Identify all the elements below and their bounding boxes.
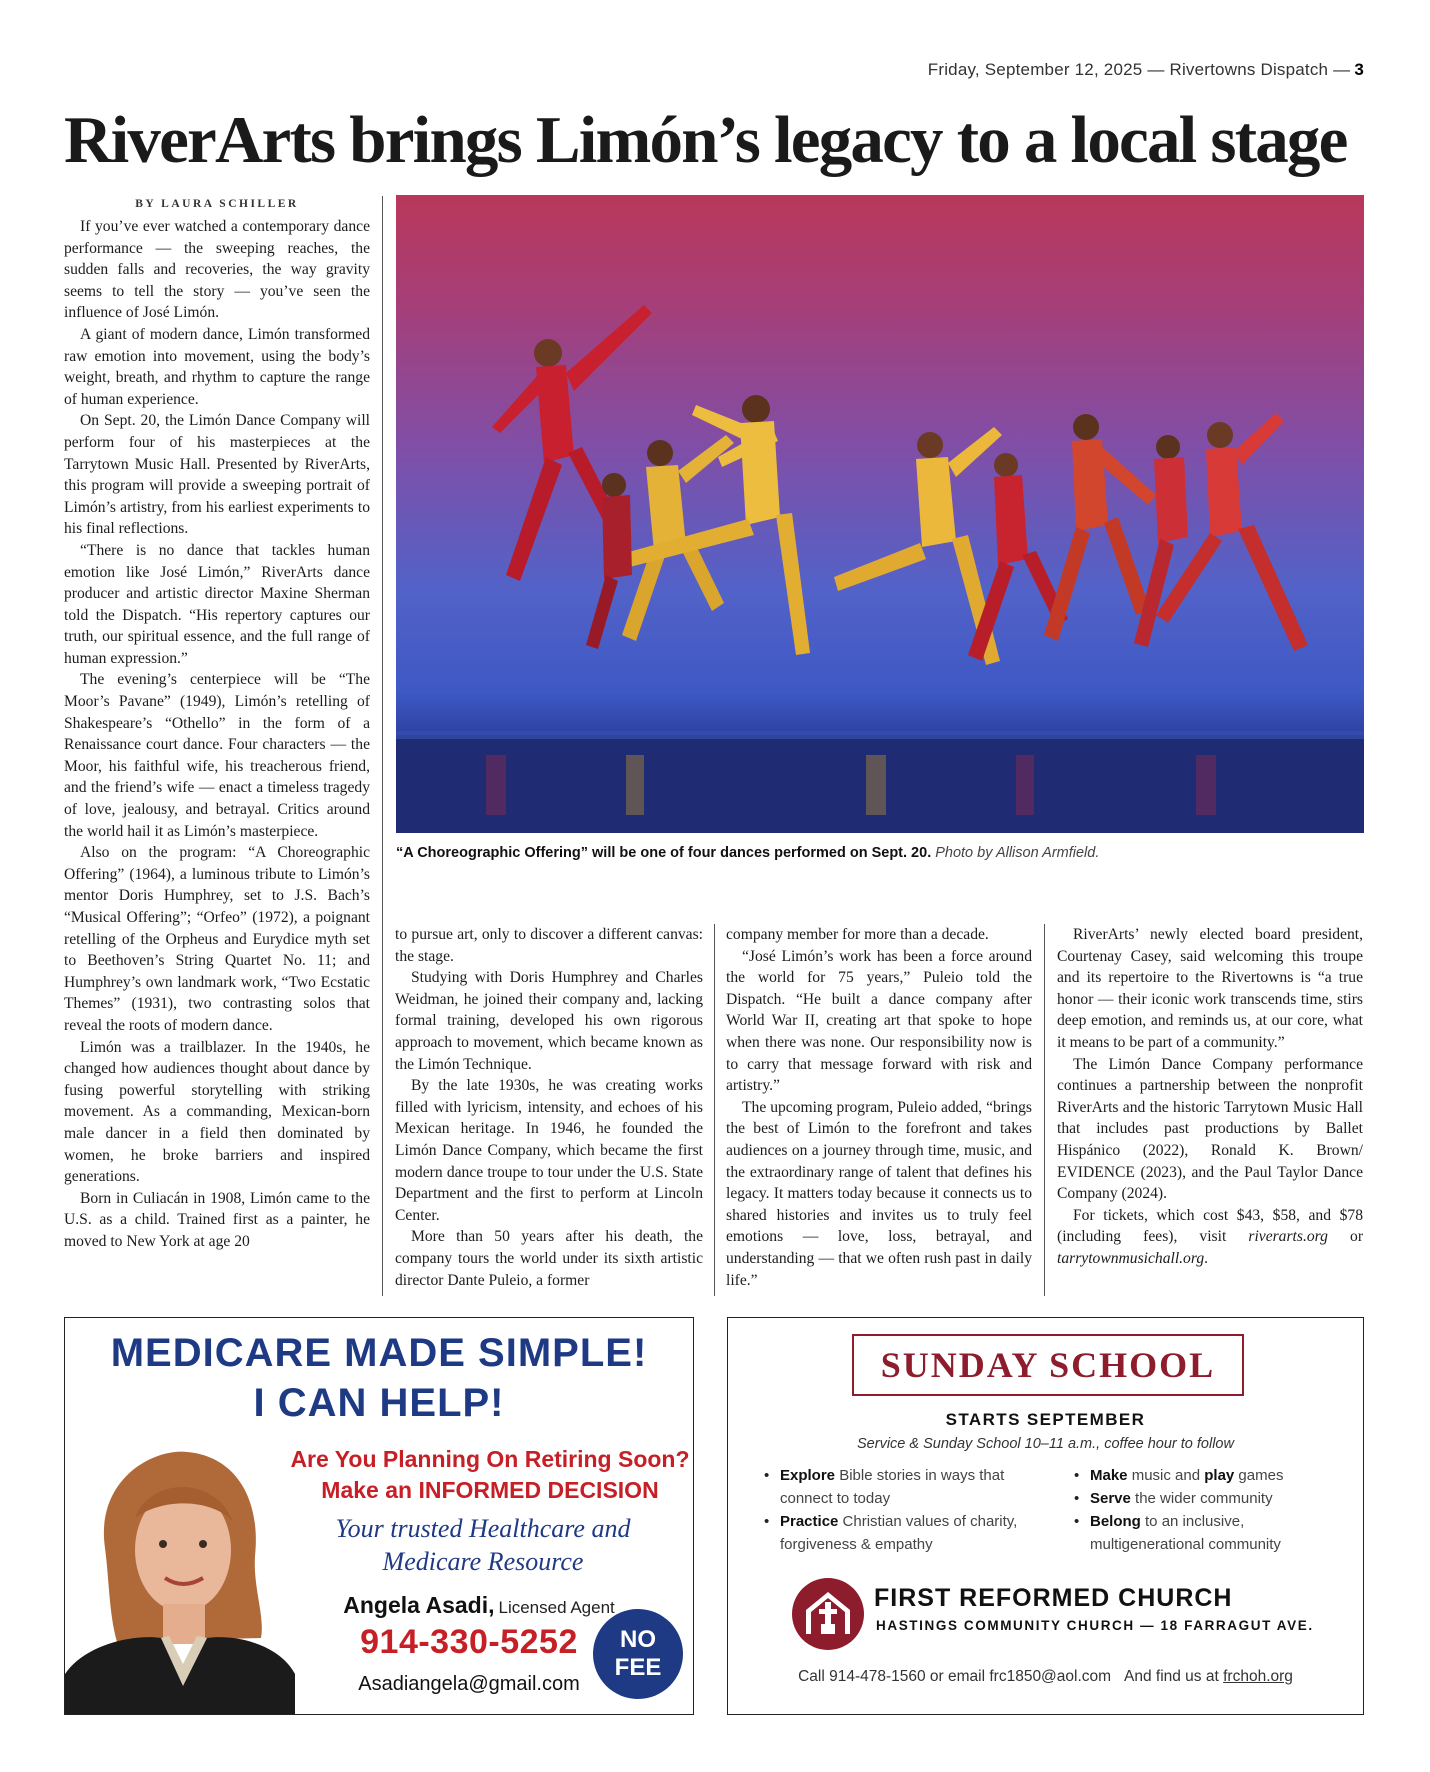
column-rule bbox=[1044, 924, 1045, 1296]
paragraph: “There is no dance that tackles human emotion like José Limón,” RiverArts dance producer and artistic director Maxine Sherman told the Dispatch. “His repertory captures our truth, our spiritual essence, and the full range of human expression.” bbox=[64, 541, 370, 667]
list-item-text: the wider community bbox=[1130, 1490, 1273, 1507]
list-item-bold: Practice bbox=[780, 1513, 839, 1530]
paragraph-continued: company member for more than a decade. bbox=[726, 926, 989, 943]
badge-line-2: FEE bbox=[614, 1654, 662, 1681]
medicare-headline bbox=[65, 1328, 693, 1428]
church-contact bbox=[728, 1668, 1363, 1686]
paragraph: On Sept. 20, the Limón Dance Company will perform four of his masterpieces at the Tarrytown Music Hall. Presented by RiverArts, this program will provide a sweeping portrait of Limón’s artistry, from his earliest experiments to his final reflections. bbox=[64, 412, 370, 538]
medicare-tag-1: Your trusted Healthcare and bbox=[335, 1514, 631, 1543]
starts-september: STARTS SEPTEMBER bbox=[945, 1410, 1146, 1429]
article-column-1 bbox=[64, 216, 370, 1296]
paragraph: Born in Culiacán in 1908, Limón came to the U.S. as a child. Trained first as a painter, he moved to New York at age 20 bbox=[64, 1189, 370, 1250]
list-item bbox=[762, 1510, 1042, 1556]
list-item-text: games bbox=[1234, 1467, 1284, 1484]
dance-photo bbox=[396, 195, 1364, 833]
or-text: or bbox=[1350, 1228, 1363, 1246]
paragraph: Studying with Doris Humphrey and Charles Weidman, he joined their company and, lacking formal training, developed his own rigorous approach to movement, which became known as the Limón Technique. bbox=[395, 969, 703, 1073]
medicare-headline-2: I CAN HELP! bbox=[253, 1381, 505, 1425]
list-item bbox=[1072, 1464, 1342, 1487]
column-rule bbox=[382, 196, 383, 1296]
paragraph: More than 50 years after his death, the company tours the world under its sixth artistic director Dante Puleio, a former bbox=[395, 1228, 703, 1289]
medicare-sub-1: Are You Planning On Retiring Soon? bbox=[290, 1446, 690, 1472]
tarrytown-link[interactable]: tarrytownmusichall.org bbox=[1057, 1249, 1205, 1267]
paragraph: The upcoming program, Puleio added, “brings the best of Limón to the forefront and takes audiences on a journey through time, music, and the extraordinary range of talent that defines his legacy. It matters today because it connects us to shared histories and invites us to truly feel emotions — love, loss, betrayal, and understanding — that we often rush past in daily life.” bbox=[726, 1098, 1032, 1289]
paragraph: RiverArts’ newly elected board president, Courtenay Casey, said welcoming this troupe and its repertoire to the Rivertowns is “a true honor — their iconic work transcends time, stirs deep emotion, and reminds us, at our core, what it means to be part of a community.” bbox=[1057, 926, 1363, 1051]
paragraph: The evening’s centerpiece will be “The Moor’s Pavane” (1949), Limón’s retelling of Shakespeare’s “Othello” in the form of a Renaissance court dance. Four characters — the Moor, his faithful wife, his treacherous friend, and the friend’s wife — enact a timeless tragedy of love, jealousy, and betrayal. Critics around the world hail it as Limón’s masterpiece. bbox=[64, 671, 370, 840]
paragraph: Limón was a trailblazer. In the 1940s, he changed how audiences thought about dance by fusing powerful storytelling with striking movement. As a commanding, Mexican-born male dancer in a field then dominated by women, he broke barriers and inspired generations. bbox=[64, 1038, 370, 1186]
medicare-sub-2: Make an INFORMED DECISION bbox=[321, 1477, 659, 1503]
page-folio bbox=[928, 60, 1364, 80]
article-column-3 bbox=[726, 924, 1032, 1296]
medicare-headline-1: MEDICARE MADE SIMPLE! bbox=[110, 1331, 648, 1375]
end-punct: . bbox=[1204, 1249, 1209, 1267]
contact-mid: And find us at bbox=[1124, 1668, 1219, 1685]
activities-list-left bbox=[762, 1464, 1042, 1556]
church-website-link[interactable]: frchoh.org bbox=[1223, 1668, 1293, 1685]
riverarts-link[interactable]: riverarts.org bbox=[1248, 1228, 1328, 1246]
list-item bbox=[762, 1464, 1042, 1510]
agent-phone[interactable]: 914-330-5252 bbox=[360, 1623, 578, 1661]
church-address: HASTINGS COMMUNITY CHURCH — 18 FARRAGUT AVE. bbox=[876, 1618, 1314, 1633]
sunday-school-title: SUNDAY SCHOOL bbox=[852, 1334, 1244, 1396]
activities-list-right bbox=[1072, 1464, 1342, 1556]
medicare-ad bbox=[64, 1317, 694, 1715]
agent-line bbox=[289, 1592, 669, 1619]
agent-name: Angela Asadi, bbox=[343, 1592, 495, 1618]
list-item-bold: Belong bbox=[1090, 1513, 1141, 1530]
folio-text: Friday, September 12, 2025 — Rivertowns Dispatch — bbox=[927, 60, 1351, 79]
paragraph-continued: to pursue art, only to discover a different canvas: the stage. bbox=[395, 926, 703, 965]
article-column-4 bbox=[1057, 924, 1363, 1296]
article-headline: RiverArts brings Limón’s legacy to a local stage bbox=[64, 103, 1347, 177]
agent-portrait bbox=[65, 1438, 295, 1715]
photo-caption bbox=[396, 845, 1364, 861]
list-item-text: music and bbox=[1127, 1467, 1205, 1484]
sunday-school-ad bbox=[727, 1317, 1364, 1715]
list-item-bold: Make bbox=[1090, 1467, 1128, 1484]
badge-line-1: NO bbox=[620, 1626, 656, 1653]
list-item bbox=[1072, 1510, 1342, 1556]
byline: BY LAURA SCHILLER bbox=[135, 198, 299, 210]
no-fee-badge bbox=[593, 1609, 683, 1699]
medicare-tag-2: Medicare Resource bbox=[382, 1547, 584, 1576]
caption-text: “A Choreographic Offering” will be one of four dances performed on Sept. 20. bbox=[396, 845, 932, 861]
page-number: 3 bbox=[1354, 60, 1364, 79]
medicare-tagline bbox=[293, 1512, 673, 1578]
agent-email[interactable]: Asadiangela@gmail.com bbox=[358, 1673, 580, 1695]
dancer-figures bbox=[492, 305, 1308, 665]
list-item-bold: Serve bbox=[1090, 1490, 1131, 1507]
agent-title: Licensed Agent bbox=[498, 1598, 615, 1617]
article-column-2 bbox=[395, 924, 703, 1296]
list-item-bold: play bbox=[1204, 1467, 1235, 1484]
service-times: Service & Sunday School 10–11 a.m., coffee hour to follow bbox=[857, 1436, 1234, 1452]
paragraph: If you’ve ever watched a contemporary dance performance — the sweeping reaches, the sudden falls and recoveries, the way gravity seems to tell the story — you’ve seen the influence of José Limón. bbox=[64, 218, 370, 322]
list-item-text: Bible stories in ways that connect to today bbox=[780, 1467, 1005, 1507]
church-logo-icon bbox=[790, 1576, 866, 1652]
list-item-text: to an inclusive, multigenerational community bbox=[1090, 1513, 1281, 1553]
photo-credit: Photo by Allison Armfield. bbox=[935, 845, 1100, 861]
contact-prefix: Call 914-478-1560 or email bbox=[798, 1668, 986, 1685]
list-item-text: Christian values of charity, forgiveness & empathy bbox=[780, 1513, 1018, 1553]
list-item bbox=[1072, 1487, 1342, 1510]
list-item-bold: Explore bbox=[780, 1467, 836, 1484]
contact-email[interactable]: frc1850@aol.com bbox=[989, 1668, 1112, 1685]
dancers-illustration bbox=[396, 195, 1364, 833]
ticket-text: For tickets, which cost $43, $58, and $78 (including fees), visit bbox=[1057, 1206, 1363, 1246]
paragraph bbox=[1057, 1205, 1363, 1270]
paragraph: The Limón Dance Company performance continues a partnership between the nonprofit RiverArts and the historic Tarrytown Music Hall that includes past productions by Ballet Hispánico (2022), Ronald K. Brown/ EVIDENCE (2023), and the Paul Taylor Dance Company (2024). bbox=[1057, 1055, 1363, 1203]
medicare-subhead bbox=[275, 1444, 694, 1506]
paragraph: By the late 1930s, he was creating works filled with lyricism, intensity, and echoes of his Mexican heritage. In 1946, he founded the Limón Dance Company, which became the first modern dance troupe to tour under the U.S. State Department and the first to perform at Lincoln Center. bbox=[395, 1077, 703, 1224]
paragraph: Also on the program: “A Choreographic Offering” (1964), a luminous tribute to Limón’s mentor Doris Humphrey, set to J.S. Bach’s “Musical Offering”; “Orfeo” (1972), a poignant retelling of the Orpheus and Eurydice myth set to Beethoven’s String Quartet No. 11; and Humphrey’s own landmark work, “Two Ecstatic Themes” (1931), two contrasting solos that reveal the roots of modern dance. bbox=[64, 844, 370, 1034]
column-rule bbox=[714, 924, 715, 1296]
paragraph: “José Limón’s work has been a force around the world for 75 years,” Puleio told the Dispatch. “He built a dance company after World War II, creating art that spoke to hope when there was none. Our responsibility now is to carry that message forward with risk and artistry.” bbox=[726, 947, 1032, 1095]
church-name: FIRST REFORMED CHURCH bbox=[874, 1584, 1233, 1612]
paragraph: A giant of modern dance, Limón transformed raw emotion into movement, using the body’s weight, breath, and rhythm to capture the range of human experience. bbox=[64, 325, 370, 408]
